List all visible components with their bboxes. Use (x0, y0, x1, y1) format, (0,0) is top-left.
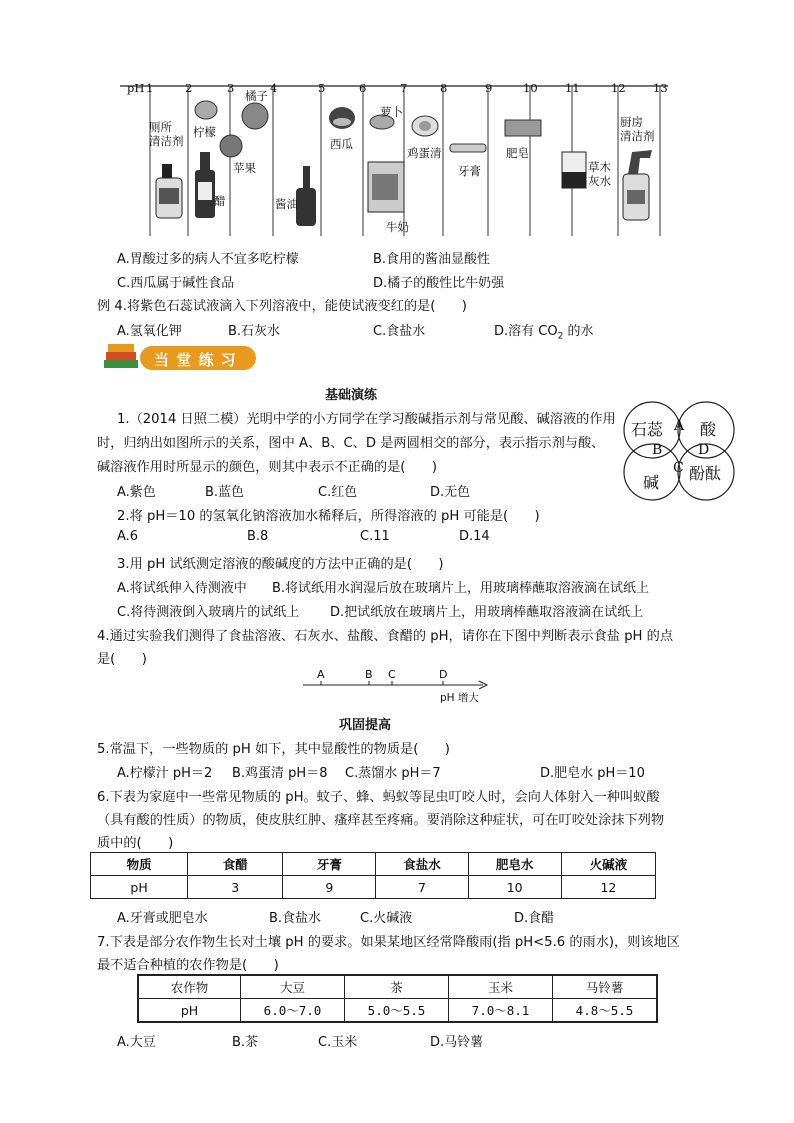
venn-label-a: A (674, 418, 685, 434)
axis-point-b: B (365, 668, 373, 681)
label-soap: 肥皂 (506, 146, 529, 160)
venn-label-d: D (698, 442, 710, 458)
table-cell: 大豆 (241, 975, 345, 999)
toothpaste-icon (450, 144, 486, 152)
q2-option-d: D.14 (459, 529, 490, 544)
q6-line1: 6.下表为家庭中一些常见物质的 pH。蚊子、蜂、蚂蚁等昆虫叮咬人时，会向人体射入一种叫蚁酸 (97, 790, 660, 805)
table-cell: 农作物 (138, 975, 241, 999)
q2-stem: 2.将 pH＝10 的氢氧化钠溶液加水稀释后，所得溶液的 pH 可能是( ) (117, 509, 540, 524)
venn-acid: 酸 (700, 420, 717, 439)
egg-white-icon (412, 116, 438, 136)
venn-litmus: 石蕊 (631, 420, 664, 439)
q5-option-d: D.肥皂水 pH＝10 (540, 766, 645, 781)
table-cell: 玉米 (449, 975, 553, 999)
label-plant-ash-water: 草木 灰水 (588, 160, 611, 188)
ph-tick-label: 3 (227, 81, 235, 95)
q6-line3: 质中的( ) (97, 836, 174, 851)
ph-tick-label: 8 (440, 81, 448, 95)
milk-carton-icon (368, 162, 404, 212)
label-soy-sauce: 酱油 (275, 197, 298, 211)
table-cell: 物质 (91, 853, 188, 876)
table-cell: 马铃薯 (553, 975, 658, 999)
q7-option-a: A.大豆 (117, 1035, 156, 1050)
label-lemon: 柠檬 (193, 125, 216, 139)
q6-table (90, 852, 656, 899)
axis-caption: pH 增大 (440, 692, 479, 704)
table-cell: 7 (376, 876, 468, 899)
q1-option-b: B.蓝色 (205, 485, 245, 500)
q6-line2: （具有酸的性质）的物质，使皮肤红肿、瘙痒甚至疼痛。要消除这种症状，可在叮咬处涂抹下列物 (97, 813, 665, 828)
table-row (91, 876, 656, 899)
q5-stem: 5.常温下，一些物质的 pH 如下，其中显酸性的物质是( ) (97, 742, 450, 757)
ph-tick-label: 4 (270, 81, 278, 95)
ex4-stem: 例 4.将紫色石蕊试液滴入下列溶液中，能使试液变红的是( ) (97, 299, 467, 314)
label-orange: 橘子 (245, 89, 268, 103)
q7-option-b: B.茶 (232, 1035, 259, 1050)
axis-point-d: D (439, 668, 448, 681)
table-cell: 12 (561, 876, 655, 899)
ph-tick-label: 7 (400, 81, 408, 95)
ex4-option-c: C.食盐水 (373, 324, 426, 339)
q7-line2: 最不适合种植的农作物是( ) (97, 958, 279, 973)
table-cell: 3 (188, 876, 283, 899)
table-cell: 5.0～5.5 (345, 999, 449, 1023)
table-cell: 食盐水 (376, 853, 468, 876)
ph-tick-label: 11 (565, 81, 580, 95)
q1-line2: 时，归纳出如图所示的关系，图中 A、B、C、D 是两圆相交的部分，表示指示剂与酸、 (97, 436, 605, 451)
soy-sauce-bottle-icon (296, 166, 316, 226)
apple-icon (220, 135, 242, 157)
table-cell: 10 (468, 876, 561, 899)
label-apple: 苹果 (233, 161, 256, 175)
beaker-icon (562, 152, 586, 188)
watermelon-icon (329, 107, 355, 129)
ex4-option-a: A.氢氧化钾 (117, 324, 182, 339)
venn-circles (620, 398, 740, 506)
q2-option-c: C.11 (360, 529, 390, 544)
axis-point-c: C (388, 668, 396, 681)
practice-banner (102, 340, 258, 372)
ph-tick-label: 12 (611, 81, 626, 95)
q3-option-c: C.将待测液倒入玻璃片的试纸上 (117, 605, 300, 620)
venn-base: 碱 (643, 473, 660, 492)
q6-option-b: B.食盐水 (269, 911, 322, 926)
toilet-cleaner-bottle-icon (156, 164, 182, 218)
section-basic-title: 基础演练 (325, 388, 378, 403)
ph-axis-title: pH (127, 81, 145, 95)
venn-label-c: C (673, 460, 684, 476)
orange-icon (242, 103, 268, 129)
q5-option-b: B.鸡蛋清 pH＝8 (232, 766, 328, 781)
q5-option-c: C.蒸馏水 pH＝7 (345, 766, 441, 781)
q7-option-c: C.玉米 (318, 1035, 358, 1050)
kitchen-cleaner-spray-icon (623, 150, 652, 220)
q7-line1: 7.下表是部分农作物生长对土壤 pH 的要求。如果某地区经常降酸雨(指 pH<5.6 的雨水)，则该地区 (97, 935, 680, 950)
table-cell: 6.0～7.0 (241, 999, 345, 1023)
label-egg-white: 鸡蛋清 (407, 146, 442, 160)
axis-point-a: A (317, 668, 325, 681)
q6-option-a: A.牙膏或肥皂水 (117, 911, 208, 926)
ph-tick-label: 9 (485, 81, 493, 95)
ex3-option-c: C.西瓜属于碱性食品 (117, 276, 235, 291)
label-kitchen-cleaner: 厨房 清洁剂 (620, 115, 655, 143)
label-radish: 萝卜 (380, 105, 403, 119)
venn-label-b: B (652, 442, 663, 458)
ex4-option-b: B.石灰水 (228, 324, 281, 339)
table-cell: 火碱液 (561, 853, 655, 876)
ex3-option-b: B.食用的酱油显酸性 (373, 252, 491, 267)
table-cell: 4.8～5.5 (553, 999, 658, 1023)
section-adv-title: 巩固提高 (339, 718, 392, 733)
q1-option-d: D.无色 (430, 485, 471, 500)
table-cell: 牙膏 (283, 853, 376, 876)
table-header-row (138, 975, 657, 999)
soap-icon (505, 120, 541, 136)
ph-tick-label: 10 (523, 81, 538, 95)
table-header-row (91, 853, 656, 876)
ph-tick-label: 5 (318, 81, 326, 95)
ph-scale-graphic (120, 78, 680, 238)
q4-line1: 4.通过实验我们测得了食盐溶液、石灰水、盐酸、食醋的 pH，请你在下图中判断表示食盐 pH 的点 (97, 629, 674, 644)
table-row (138, 999, 657, 1023)
table-cell: 7.0～8.1 (449, 999, 553, 1023)
vinegar-bottle-icon (195, 152, 215, 218)
ex3-option-d: D.橘子的酸性比牛奶强 (373, 276, 505, 291)
table-cell: pH (138, 999, 241, 1023)
q1-line3: 碱溶液作用时所显示的颜色，则其中表示不正确的是( ) (97, 460, 437, 475)
ph-tick-label: 6 (359, 81, 367, 95)
q3-option-b: B.将试纸用水润湿后放在玻璃片上，用玻璃棒蘸取溶液滴在试纸上 (272, 581, 650, 596)
q2-option-a: A.6 (117, 529, 139, 544)
q3-stem: 3.用 pH 试纸测定溶液的酸碱度的方法中正确的是( ) (117, 557, 444, 572)
q2-option-b: B.8 (247, 529, 269, 544)
table-cell: 9 (283, 876, 376, 899)
ph-tick-label: 2 (185, 81, 193, 95)
q6-option-c: C.火碱液 (360, 911, 413, 926)
q7-table (137, 974, 658, 1023)
q3-option-d: D.把试纸放在玻璃片上，用玻璃棒蘸取溶液滴在试纸上 (330, 605, 644, 620)
banner-title: 当 堂 练 习 (154, 351, 237, 369)
q5-option-a: A.柠檬汁 pH＝2 (117, 766, 213, 781)
q3-option-a: A.将试纸伸入待测液中 (117, 581, 247, 596)
q6-option-d: D.食醋 (514, 911, 555, 926)
venn-phenolphthalein: 酚酞 (689, 464, 722, 483)
table-cell: 食醋 (188, 853, 283, 876)
ex4-option-d: D.溶有 $CO_2$ 的水 (494, 324, 594, 342)
ph-tick-label: 13 (653, 81, 668, 95)
ex3-option-a: A.胃酸过多的病人不宜多吃柠檬 (117, 252, 299, 267)
table-cell: pH (91, 876, 188, 899)
label-watermelon: 西瓜 (330, 137, 353, 151)
label-toilet-cleaner: 厕所 清洁剂 (149, 120, 184, 148)
ph-tick-label: 1 (146, 81, 154, 95)
label-vinegar: 醋 (214, 194, 226, 208)
q1-line1: 1.（2014 日照二模）光明中学的小方同学在学习酸碱指示剂与常见酸、碱溶液的作用 (117, 412, 616, 427)
table-cell: 茶 (345, 975, 449, 999)
q4-line2: 是( ) (97, 652, 147, 667)
table-cell: 肥皂水 (468, 853, 561, 876)
label-toothpaste: 牙膏 (458, 164, 481, 178)
q7-option-d: D.马铃薯 (430, 1035, 484, 1050)
q1-option-a: A.紫色 (117, 485, 156, 500)
label-milk: 牛奶 (386, 220, 409, 234)
q1-option-c: C.红色 (318, 485, 358, 500)
lemon-icon (195, 101, 217, 119)
